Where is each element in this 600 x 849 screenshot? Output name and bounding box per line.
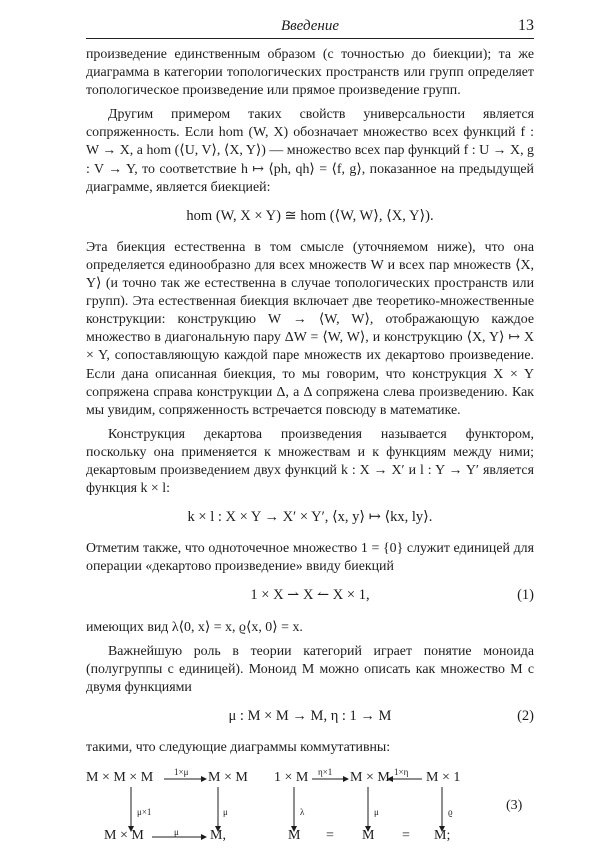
diagram-right-top-left: 1 × M — [274, 770, 309, 786]
equation-2-number: (2) — [517, 707, 534, 724]
commutative-diagrams — [86, 769, 534, 849]
paragraph-6: имеющих вид λ⟨0, x⟩ = x, ϱ⟨x, 0⟩ = x. — [86, 619, 303, 635]
equation-1-number: (1) — [517, 587, 534, 604]
section-title: Введение — [281, 18, 339, 34]
paragraph-2: Другим примером таких свойств универсальности является сопряженность. Если hom (W, X) обозначает множество всех функций f : W → X, а hom (⟨U, V⟩, ⟨X, Y⟩) — множество всех пар функций f : U → X, g : V → Y, то соответствие h ↦ ⟨ph, qh⟩ = ⟨f, g⟩, показанное на предыдущей диаграмме, является биекцией: — [86, 107, 534, 195]
diagram-right-top-right: M × 1 — [426, 770, 461, 786]
diagram-left-right-arrow-label: μ — [223, 807, 228, 818]
diagram-right-lambda-label: λ — [300, 807, 305, 818]
page-body — [86, 46, 534, 849]
paragraph-3: Эта биекция естественна в том смысле (уточняемом ниже), что она определяется единообразно для всех множеств W и всех пар множеств ⟨X, Y⟩ (и точно так же естественна в случае топологических пространств или групп). Эта естественная биекция включает две теоретико-множественные конструкции: конструкцию W → ⟨W, W⟩, отображающую каждое множество в диагональную пару ΔW = ⟨W, W⟩, и конструкцию ⟨X, Y⟩ ↦ X × Y, сопоставляющую каждой паре множеств их декартово произведение. Если дана описанная биекция, то мы говорим, что конструкция X × Y сопряжена справа конструкции Δ, а Δ сопряжена слева произведению. Как мы увидим, сопряженность встречается повсюду в математике. — [86, 239, 534, 418]
diagram-right-bottom-left: M — [288, 828, 301, 844]
paragraph-7: Важнейшую роль в теории категорий играет понятие моноида (полугруппы с единицей). Моноид M можно описать как множество M с двумя функциями — [86, 643, 534, 695]
diagram-left-top-arrow-label: 1×μ — [174, 767, 189, 778]
diagram-left-top-left: M × M × M — [86, 770, 154, 786]
paragraph-5: Отметим также, что одноточечное множество 1 = {0} служит единицей для операции «декартово произведение» ввиду биекций — [86, 541, 534, 575]
equation-kl: k × l : X × Y → X′ × Y′, ⟨x, y⟩ ↦ ⟨kx, ly⟩. — [187, 509, 433, 526]
diagram-left-top-right: M × M — [208, 770, 248, 786]
diagram-right-equals-2: = — [402, 828, 410, 844]
running-header — [86, 16, 534, 39]
diagram-left-bottom-left: M × M — [104, 828, 144, 844]
paragraph-8: такими, что следующие диаграммы коммутативны: — [86, 740, 391, 755]
diagram-arrows — [86, 769, 534, 849]
diagram-left-bottom-right: M, — [210, 828, 226, 844]
diagram-right-top-mid: M × M — [350, 770, 390, 786]
diagram-right-arrow-tr-label: 1×η — [394, 767, 409, 778]
equation-1-body: 1 × X ⇀ X ↼ X × 1, — [250, 587, 370, 604]
paragraph-4: Конструкция декартова произведения называется функтором, поскольку она применяется к множествам и к функциям между ними; декартовым произведением двух функций k : X → X′ и l : Y → Y′ является функция k × l: — [86, 426, 534, 497]
equation-2-body: μ : M × M → M, η : 1 → M — [228, 707, 392, 724]
diagram-left-bottom-arrow-label: μ — [174, 827, 179, 838]
equation-2 — [86, 707, 534, 725]
diagram-right-bottom-mid: M — [362, 828, 375, 844]
page-number: 13 — [518, 17, 534, 34]
equation-1 — [86, 586, 534, 604]
diagram-left-left-arrow-label: μ×1 — [137, 807, 152, 818]
diagram-right-arrow-tl-label: η×1 — [318, 767, 333, 778]
equation-hom: hom (W, X × Y) ≅ hom (⟨W, W⟩, ⟨X, Y⟩). — [186, 207, 434, 224]
diagram-right-mu-label: μ — [374, 807, 379, 818]
diagram-right-bottom-right: M; — [434, 828, 451, 844]
diagram-right-rho-label: ϱ — [448, 807, 453, 818]
paragraph-1: произведение единственным образом (с точностью до биекции); та же диаграмма в категории топологических пространств или групп определяет топологическое произведение или прямое произведение групп. — [86, 47, 534, 99]
diagram-right-equals-1: = — [326, 828, 334, 844]
diagram-number: (3) — [506, 798, 523, 814]
